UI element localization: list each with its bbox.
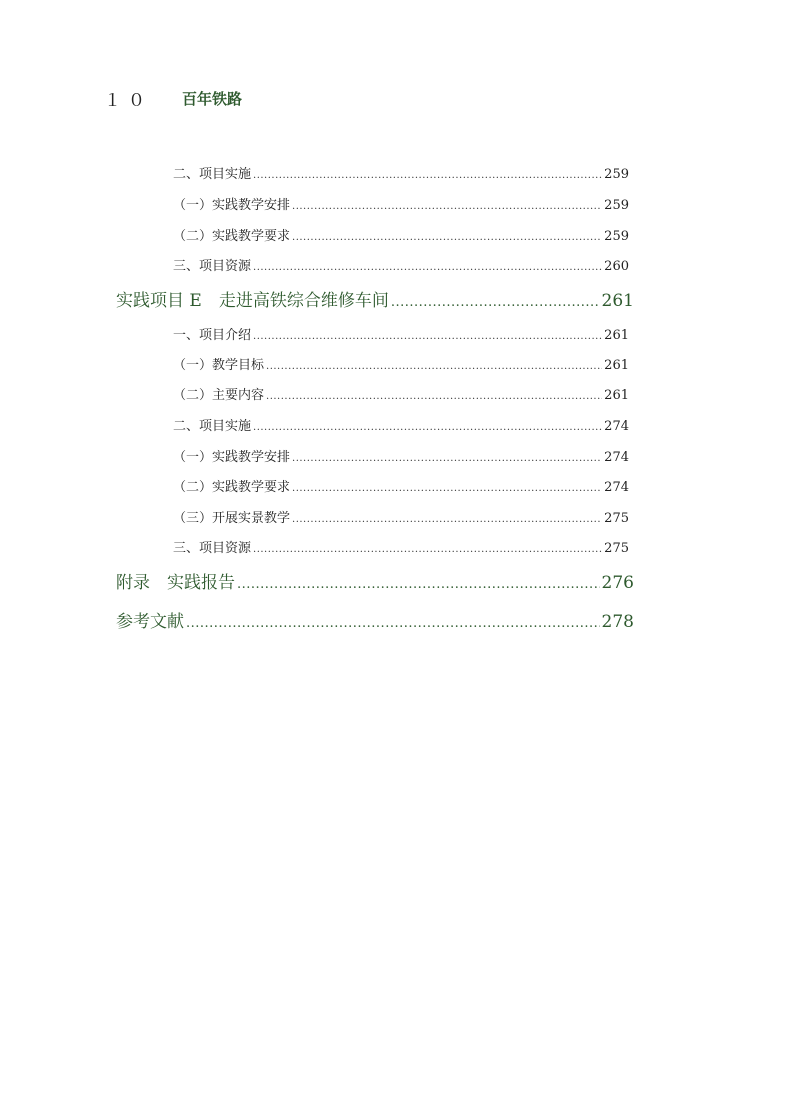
toc-entry-page: 274 [604,480,629,495]
toc-chapter-entry[interactable] [116,607,634,632]
toc-entry-page: 274 [604,419,629,434]
toc-entry-page: 275 [604,541,629,556]
toc-chapter-entry[interactable] [116,568,634,593]
toc-entry-label: （二）实践教学要求 [173,229,291,244]
page-number: １０ [104,90,152,111]
toc-entry[interactable] [173,415,629,434]
toc-entry-label: 三、项目资源 [173,259,252,274]
toc-entry[interactable] [173,507,629,526]
toc-entry[interactable] [173,194,629,213]
toc-entry-label: 一、项目介绍 [173,328,252,343]
toc-leader-dots [237,577,600,592]
toc-entry[interactable] [173,354,629,373]
toc-leader-dots [253,262,602,273]
toc-leader-dots [292,514,602,525]
toc-entry-page: 261 [604,358,629,373]
toc-chapter-entry[interactable] [116,286,634,311]
toc-leader-dots [292,483,602,494]
toc-entry-page: 278 [601,612,634,632]
toc-entry-label: 二、项目实施 [173,167,252,182]
toc-leader-dots [266,391,602,402]
toc-entry-page: 274 [604,450,629,465]
toc-entry[interactable] [173,225,629,244]
toc-entry[interactable] [173,537,629,556]
toc-leader-dots [253,331,602,342]
toc-entry-label: 参考文献 [116,612,184,632]
toc-leader-dots [253,170,602,181]
toc-entry[interactable] [173,255,629,274]
toc-entry-label: 三、项目资源 [173,541,252,556]
toc-entry-label: 实践项目 E 走进高铁综合维修车间 [116,291,389,311]
toc-leader-dots [391,295,600,310]
toc-leader-dots [292,453,602,464]
toc-entry-page: 261 [601,291,634,311]
book-title: 百年铁路 [182,89,243,108]
toc-entry[interactable] [173,446,629,465]
toc-leader-dots [292,201,602,212]
toc-entry-label: 附录 实践报告 [116,573,235,593]
toc-entry-label: （一）实践教学安排 [173,450,291,465]
toc-entry-page: 259 [604,167,629,182]
toc-entry[interactable] [173,384,629,403]
toc-entry-page: 261 [604,328,629,343]
toc-entry-label: （二）主要内容 [173,388,265,403]
toc-leader-dots [292,232,602,243]
toc-leader-dots [186,616,600,631]
toc-leader-dots [266,361,602,372]
toc-entry-label: （二）实践教学要求 [173,480,291,495]
toc-entry[interactable] [173,163,629,182]
toc-entry-label: 二、项目实施 [173,419,252,434]
page-header [104,86,242,110]
toc-entry-page: 259 [604,229,629,244]
toc-entry-page: 276 [601,573,634,593]
toc-entry-label: （一）实践教学安排 [173,198,291,213]
toc-entry-label: （一）教学目标 [173,358,265,373]
toc-entry-page: 260 [604,259,629,274]
toc-entry-label: （三）开展实景教学 [173,511,291,526]
toc-leader-dots [253,422,602,433]
toc-entry[interactable] [173,476,629,495]
toc-entry-page: 275 [604,511,629,526]
toc-leader-dots [253,544,602,555]
toc-entry[interactable] [173,324,629,343]
toc-entry-page: 261 [604,388,629,403]
toc-entry-page: 259 [604,198,629,213]
